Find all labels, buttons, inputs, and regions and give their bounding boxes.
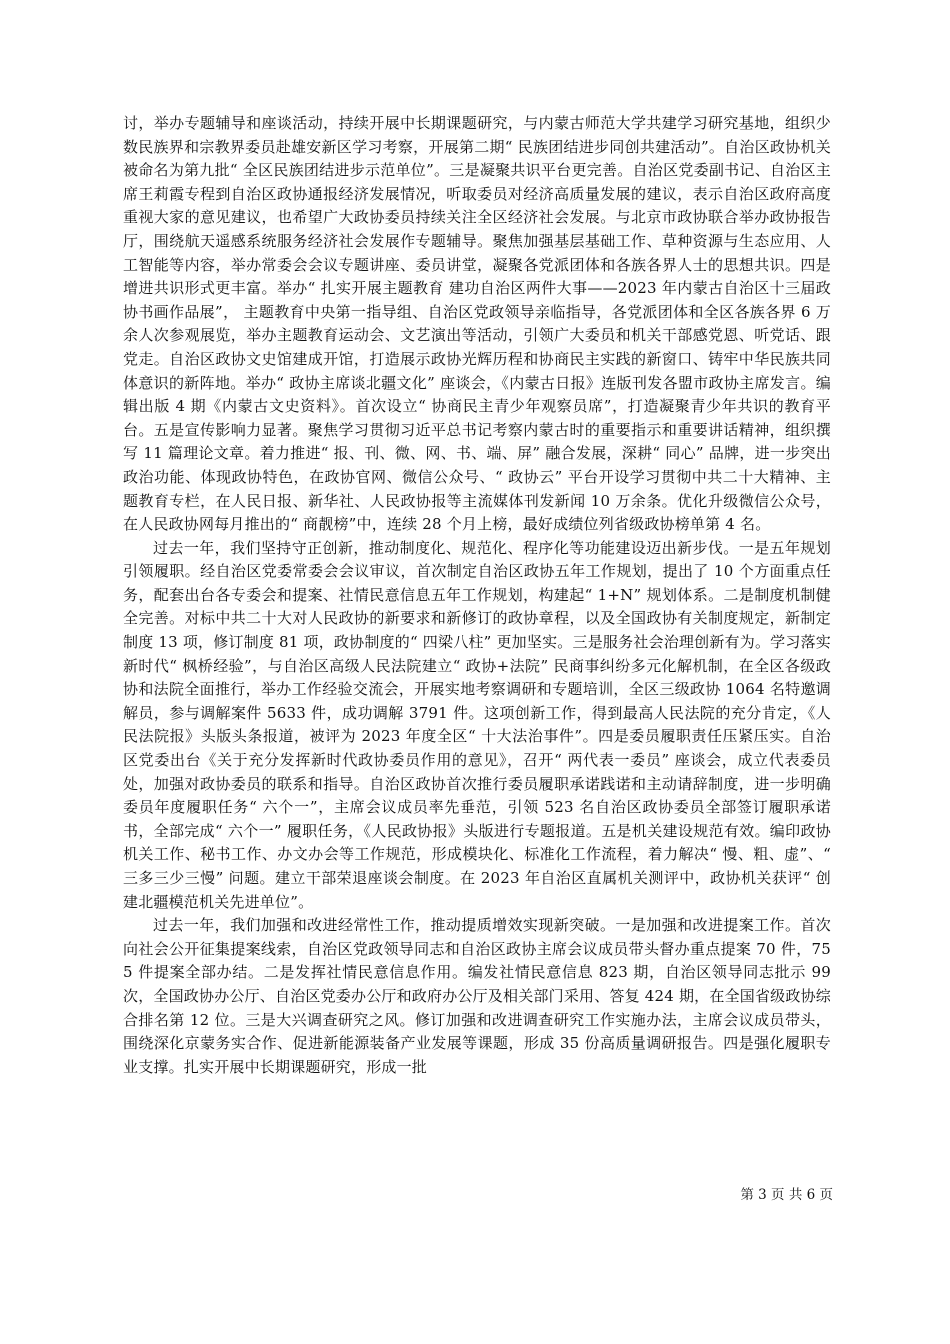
paragraph-1: 讨，举办专题辅导和座谈活动，持续开展中长期课题研究，与内蒙古师范大学共建学习研究基地，组织少数民族界和宗教界委员赴雄安新区学习考察，开展第二期“ 民族团结进步同创共建活动”。自治区政协机关被命名为第九批“ 全区民族团结进步示范单位”。三是凝聚共识平台更完善。自治区党委副书记、自治区主席王莉霞专程到自治区政协通报经济发展情况，听取委员对经济高质量发展的建议，表示自治区政府高度重视大家的意见建议，也希望广大政协委员持续关注全区经济社会发展。与北京市政协联合举办政协报告厅，围绕航天遥感系统服务经济社会发展作专题辅导。聚焦加强基层基础工作、草种资源与生态应用、人工智能等内容，举办常委会会议专题讲座、委员讲堂，凝聚各党派团体和各族各界人士的思想共识。四是增进共识形式更丰富。举办“ 扎实开展主题教育 建功自治区两件大事——2023 年内蒙古自治区十三届政协书画作品展”， 主题教育中央第一指导组、自治区党政领导亲临指导，各党派团体和全区各族各界 6 万余人次参观展览，举办主题教育运动会、文艺演出等活动，引领广大委员和机关干部感党恩、听党话、跟党走。自治区政协文史馆建成开馆，打造展示政协光辉历程和协商民主实践的新窗口、铸牢中华民族共同体意识的新阵地。举办“ 政协主席谈北疆文化” 座谈会，《内蒙古日报》连版刊发各盟市政协主席发言。编辑出版 4 期《内蒙古文史资料》。首次设立“ 协商民主青少年观察员席”，打造凝聚青少年共识的教育平台。五是宣传影响力显著。聚焦学习贯彻习近平总书记考察内蒙古时的重要指示和重要讲话精神，组织撰写 11 篇理论文章。着力推进“ 报、刊、微、网、书、端、屏” 融合发展，深耕“ 同心” 品牌，进一步突出政治功能、体现政协特色，在政协官网、微信公众号、“ 政协云” 平台开设学习贯彻中共二十大精神、主题教育专栏，在人民日报、新华社、人民政协报等主流媒体刊发新闻 10 万余条。优化升级微信公众号，在人民政协网每月推出的“ 商靓榜”中，连续 28 个月上榜，最好成绩位列省级政协榜单第 4 名。 <box>123 114 831 534</box>
paragraph-3: 过去一年，我们加强和改进经常性工作，推动提质增效实现新突破。一是加强和改进提案工作。首次向社会公开征集提案线索，自治区党政领导同志和自治区政协主席会议成员带头督办重点提案 70 件，755 件提案全部办结。二是发挥社情民意信息作用。编发社情民意信息 823 期，自治区领导同志批示 99 次，全国政协办公厅、自治区党委办公厅和政府办公厅及相关部门采用、答复 424 期，在全国省级政协综合排名第 12 位。三是大兴调查研究之风。修订加强和改进调查研究工作实施办法，主席会议成员带头，围绕深化京蒙务实合作、促进新能源装备产业发展等课题，形成 35 份高质量调研报告。四是强化履职专业支撑。扎实开展中长期课题研究，形成一批 <box>123 916 831 1076</box>
paragraph-2: 过去一年，我们坚持守正创新，推动制度化、规范化、程序化等功能建设迈出新步伐。一是五年规划引领履职。经自治区党委常委会会议审议，首次制定自治区政协五年工作规划，提出了 10 个方面重点任务，配套出台各专委会和提案、社情民意信息五年工作规划，构建起“ 1+N” 规划体系。二是制度机制健全完善。对标中共二十大对人民政协的新要求和新修订的政协章程，以及全国政协有关制度规定，新制定制度 13 项，修订制度 81 项，政协制度的“ 四梁八柱” 更加坚实。三是服务社会治理创新有为。学习落实新时代“ 枫桥经验”，与自治区高级人民法院建立“ 政协+法院” 民商事纠纷多元化解机制，在全区各级政协和法院全面推行，举办工作经验交流会，开展实地考察调研和专题培训，全区三级政协 1064 名特邀调解员，参与调解案件 5633 件，成功调解 3791 件。这项创新工作，得到最高人民法院的充分肯定，《人民法院报》头版头条报道，被评为 2023 年度全区“ 十大法治事件”。四是委员履职责任压紧压实。自治区党委出台《关于充分发挥新时代政协委员作用的意见》，召开“ 两代表一委员” 座谈会，成立代表委员处，加强对政协委员的联系和指导。自治区政协首次推行委员履职承诺践诺和主动请辞制度，进一步明确委员年度履职任务“ 六个一”，主席会议成员率先垂范，引领 523 名自治区政协委员全部签订履职承诺书，全部完成“ 六个一” 履职任务，《人民政协报》头版进行专题报道。五是机关建设规范有效。编印政协机关工作、秘书工作、办文办会等工作规范，形成模块化、标准化工作流程，着力解决“ 慢、粗、虚”、“ 三多三少三慢” 问题。建立干部荣退座谈会制度。在 2023 年自治区直属机关测评中，政协机关获评“ 创建北疆模范机关先进单位”。 <box>123 538 831 911</box>
page-number-footer: 第 3 页 共 6 页 <box>740 1187 833 1203</box>
document-body <box>123 112 831 1079</box>
